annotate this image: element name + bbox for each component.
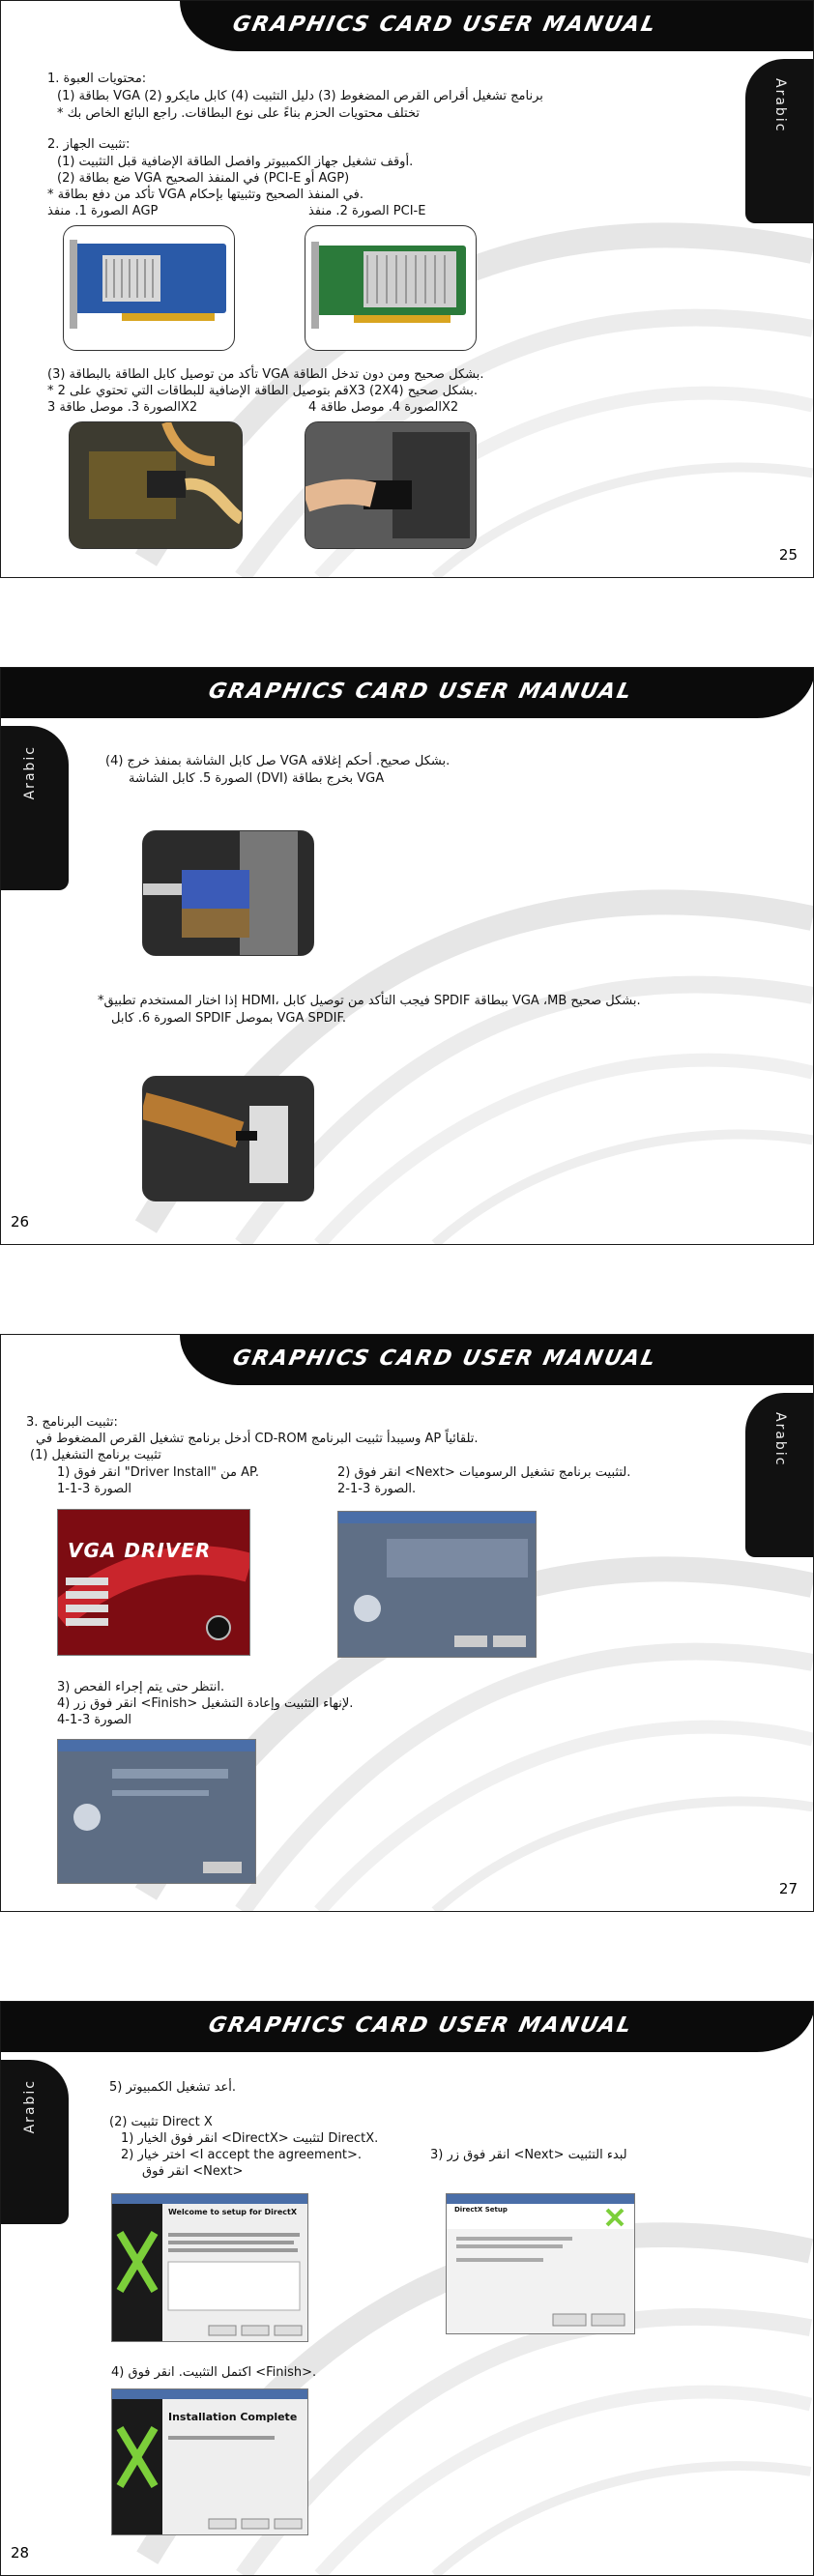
figure-caption: الصورة 4. موصل طاقة 4X2: [308, 400, 459, 415]
dialog-title: DirectX Setup: [454, 2206, 508, 2214]
step-text: (2) ضع بطاقة VGA في المنفذ الصحيح (PCI-E أو AGP): [57, 171, 350, 186]
page-number: 25: [778, 546, 798, 564]
section-title: 1. محتويات العبوة:: [47, 72, 147, 86]
header-title: GRAPHICS CARD USER MANUAL: [230, 1346, 659, 1371]
subsection-title: (1) تثبيت برنامج التشغيل: [30, 1448, 161, 1462]
monitor-cable-photo: [142, 830, 314, 956]
directx-complete-screenshot: [111, 2388, 308, 2535]
vga-driver-screenshot: [57, 1509, 250, 1656]
header-title: GRAPHICS CARD USER MANUAL: [230, 13, 659, 37]
step-text: 2) اختر خيار <I accept the agreement>.: [121, 2148, 363, 2162]
figure-caption: الصورة 1. منفذ AGP: [47, 204, 159, 218]
driver-setup-screenshot: [337, 1511, 537, 1658]
section-title: 3. تثبيت البرنامج:: [26, 1415, 118, 1430]
step-text: انقر فوق <Next>: [142, 2164, 244, 2179]
spdif-cable-photo: [142, 1076, 314, 1201]
note-text: * تأكد من دفع بطاقة VGA في المنفذ الصحيح وتثبيتها بإحكام.: [47, 188, 363, 202]
figure-caption: الصورة 6. كابل SPDIF بموصل VGA SPDIF.: [111, 1011, 346, 1026]
language-tab: [745, 1393, 813, 1557]
figure-caption: الصورة 3-1-4: [57, 1713, 132, 1727]
page-header: [1, 2002, 814, 2052]
page-header: [180, 1335, 814, 1385]
manual-page-26: [0, 667, 814, 1245]
driver-finish-screenshot: [57, 1739, 256, 1884]
step-text: 1) انقر فوق الخيار <DirectX> لتثبيت DirectX.: [121, 2131, 379, 2146]
step-text: (1) أوقف تشغيل جهاز الكمبيوتر وافصل الطاقة الإضافية قبل التثبيت.: [57, 155, 414, 169]
dialog-title: Installation Complete: [168, 2411, 298, 2423]
power-connector-4x2-photo: [305, 421, 477, 549]
language-tab-label: Arabic: [772, 78, 788, 133]
language-tab: [745, 59, 813, 223]
step-text: 5) أعد تشغيل الكمبيوتر.: [109, 2080, 236, 2095]
figure-caption: الصورة 3-1-1: [57, 1482, 132, 1496]
agp-card-photo: [63, 225, 235, 351]
language-tab: [1, 726, 69, 890]
vga-driver-title: VGA DRIVER: [68, 1539, 212, 1562]
header-title: GRAPHICS CARD USER MANUAL: [206, 680, 635, 704]
directx-setup-screenshot: [446, 2193, 635, 2334]
page-number: 26: [11, 1213, 30, 1230]
figure-caption: الصورة 5. كابل الشاشة (DVI) بخرج بطاقة VGA: [129, 771, 385, 786]
directx-welcome-screenshot: [111, 2193, 308, 2342]
subsection-title: (2) تثبيت Direct X: [109, 2115, 213, 2129]
figure-caption: الصورة 2. منفذ PCI-E: [308, 204, 426, 218]
step-text: 3) انقر فوق زر <Next> لبدء التثبيت: [430, 2148, 627, 2162]
manual-page-25: [0, 0, 814, 578]
power-connector-3x2-photo: [69, 421, 243, 549]
step-text: 4) اكتمل التثبيت. انقر فوق <Finish>.: [111, 2365, 317, 2380]
pcie-card-photo: [305, 225, 477, 351]
language-tab-label: Arabic: [22, 745, 38, 800]
header-title: GRAPHICS CARD USER MANUAL: [206, 2013, 635, 2038]
section-title: 2. تثبيت الجهاز:: [47, 137, 131, 152]
page-header: [180, 1, 814, 51]
page-header: [1, 668, 814, 718]
language-tab-label: Arabic: [22, 2079, 38, 2134]
step-text: (4) صل كابل الشاشة بمنفذ خرج VGA بشكل صحيح. أحكم إغلاقه.: [105, 754, 451, 768]
step-text: 2) انقر فوق <Next> لتثبيت برنامج تشغيل الرسوميات.: [337, 1465, 631, 1480]
note-text: * قم بتوصيل الطاقة الإضافية للبطاقات التي تحتوي على 2X3 (2X4) بشكل صحيح.: [47, 384, 479, 398]
contents-note: * تختلف محتويات الحزم بناءً على نوع البطاقات. راجع البائع الخاص بك: [57, 106, 420, 121]
manual-page-27: [0, 1334, 814, 1912]
step-text: 3) انتظر حتى يتم إجراء الفحص.: [57, 1680, 225, 1694]
intro-text: أدخل برنامج تشغيل القرص المضغوط في CD-ROM وسيبدأ تثبيت البرنامج AP تلقائياً.: [36, 1432, 479, 1446]
note-text: *إذا اختار المستخدم تطبيق HDMI، فيجب التأكد من توصيل كابل SPDIF ببطاقة VGA ،MB بشكل صحيح.: [98, 994, 641, 1008]
page-number: 28: [11, 2544, 30, 2562]
manual-page-28: [0, 2001, 814, 2576]
figure-caption: الصورة 3-1-2.: [337, 1482, 417, 1496]
dialog-title: Welcome to setup for DirectX: [168, 2208, 298, 2216]
step-text: 4) انقر فوق زر <Finish> لإنهاء التثبيت وإعادة التشغيل.: [57, 1696, 354, 1711]
step-text: (3) تأكد من توصيل كابل الطاقة بالبطاقة VGA بشكل صحيح ومن دون تدخل الطاقة.: [47, 367, 484, 382]
page-number: 27: [778, 1880, 798, 1897]
language-tab: [1, 2060, 69, 2224]
contents-list: (1) بطاقة VGA (2) برنامج تشغيل أقراص القرص المضغوط (3) دليل التثبيت (4) كابل مايكرو: [57, 89, 543, 103]
figure-caption: الصورة 3. موصل طاقة 3X2: [47, 400, 198, 415]
step-text: 1) انقر فوق "Driver Install" من AP.: [57, 1465, 259, 1480]
language-tab-label: Arabic: [772, 1412, 788, 1467]
